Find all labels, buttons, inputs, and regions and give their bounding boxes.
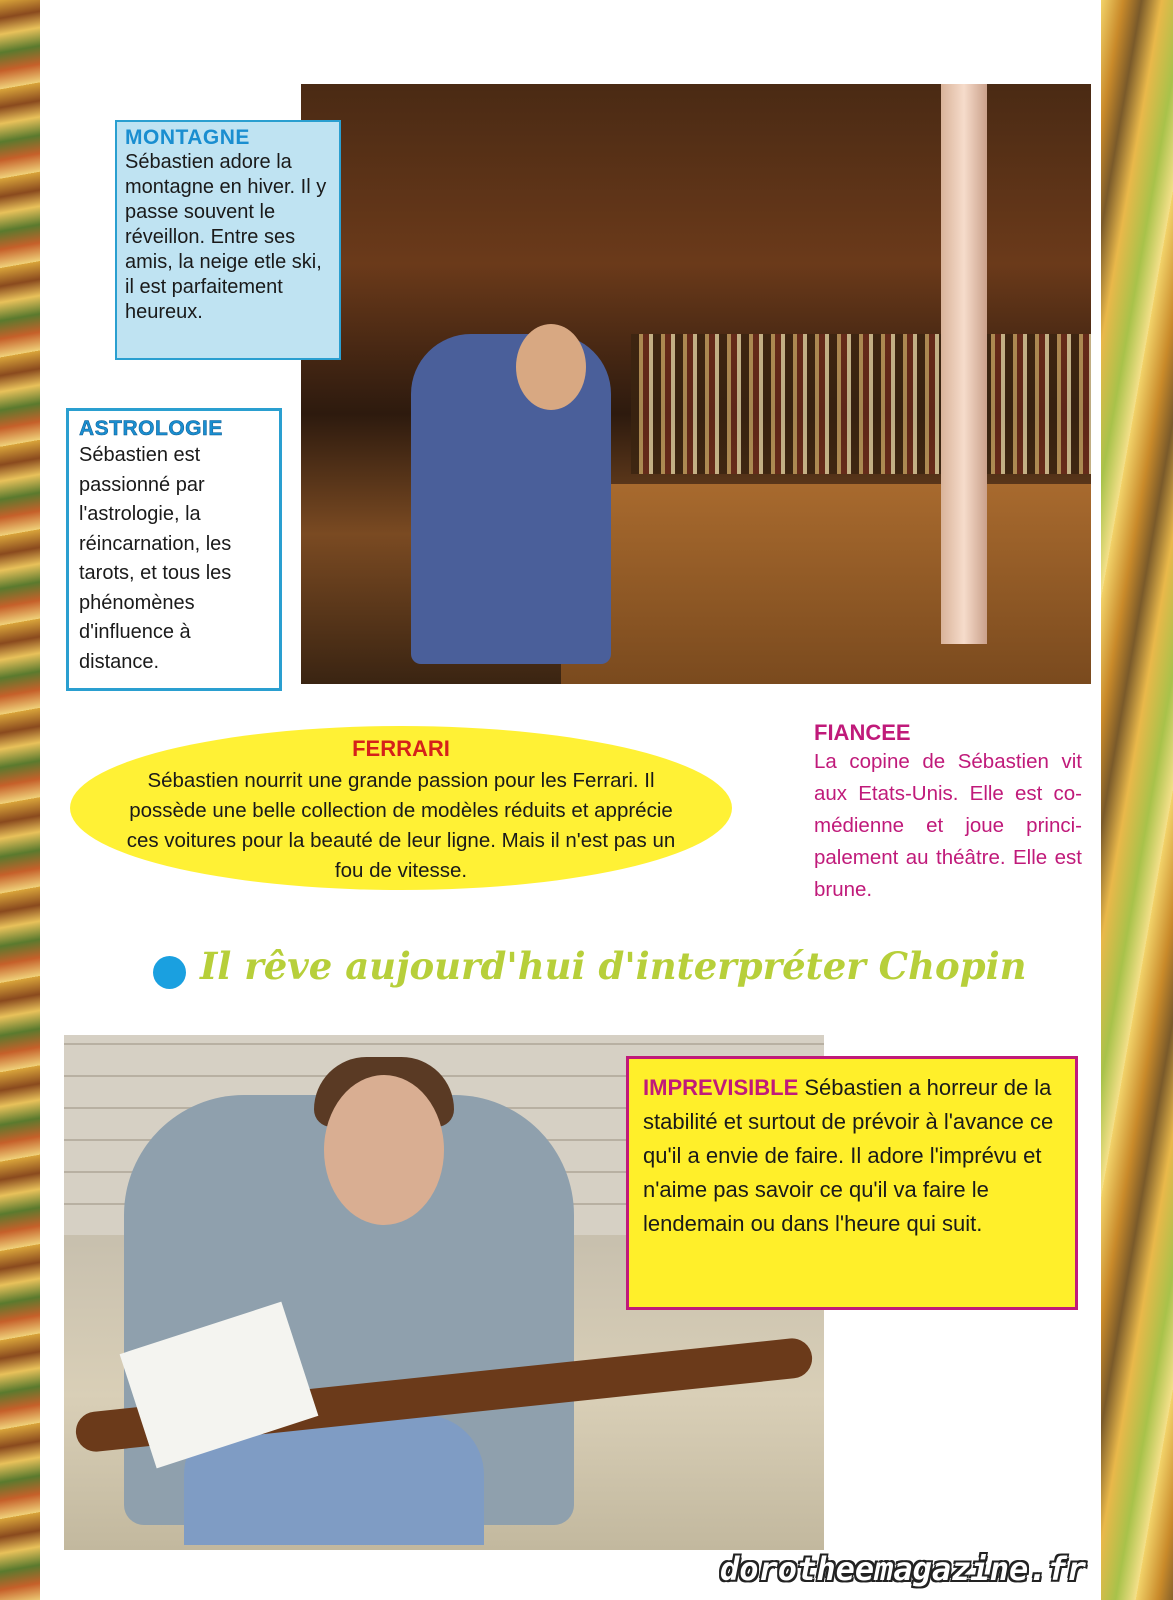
imprevisible-box [626, 1056, 1078, 1310]
fiancee-block [814, 720, 1082, 906]
astrologie-text: Sébastien est passionné par l'astrologie, la réincarnation, les tarots, et tous les phénomènes d'influence à distance. [79, 444, 232, 673]
montagne-box [115, 120, 341, 360]
bottle-shelf [631, 334, 1091, 474]
astrologie-box [66, 408, 282, 691]
headline: Il rêve aujourd'hui d'interpréter Chopin [200, 944, 1027, 988]
imprevisible-title: IMPREVISIBLE [643, 1075, 799, 1100]
ferrari-text: Sébastien nourrit une grande passion pour les Ferrari. Il possède une belle collection de modèles réduits et apprécie ces voitures pour la beauté de leur ligne. Mais il n'est pas un fou de vitesse. [126, 769, 676, 882]
fiancee-text: La copine de Sébastien vit aux Etats-Unis. Elle est co-médienne et joue princi-palement au théâtre. Elle est brune. [814, 750, 1082, 901]
imprevisible-paragraph [643, 1071, 1061, 1241]
left-border-painting [0, 0, 40, 1600]
imprevisible-text: Sébastien a horreur de la stabilité et surtout de prévoir à l'avance ce qu'il a envie de faire. Il adore l'imprévu et n'aime pas savoir ce qu'il va faire le lendemain ou dans l'heure qui suit. [643, 1075, 1054, 1236]
fiancee-title: FIANCEE [814, 720, 911, 745]
bullet-dot-icon [153, 956, 186, 989]
bar-photo [301, 84, 1091, 684]
astrologie-title: ASTROLOGIE [79, 417, 223, 440]
watermark: dorotheemagazine.fr [720, 1550, 1087, 1588]
montagne-title: MONTAGNE [125, 126, 250, 149]
montagne-text: Sébastien adore la montagne en hiver. Il y passe souvent le réveillon. Entre ses amis, la neige etle ski, il est parfaitement heureux. [125, 151, 327, 323]
bar-pillar [941, 84, 987, 644]
right-border-painting [1101, 0, 1173, 1600]
man-head [516, 324, 586, 410]
man-face [324, 1075, 444, 1225]
bar-counter [561, 484, 1091, 684]
ferrari-title: FERRARI [352, 736, 450, 761]
